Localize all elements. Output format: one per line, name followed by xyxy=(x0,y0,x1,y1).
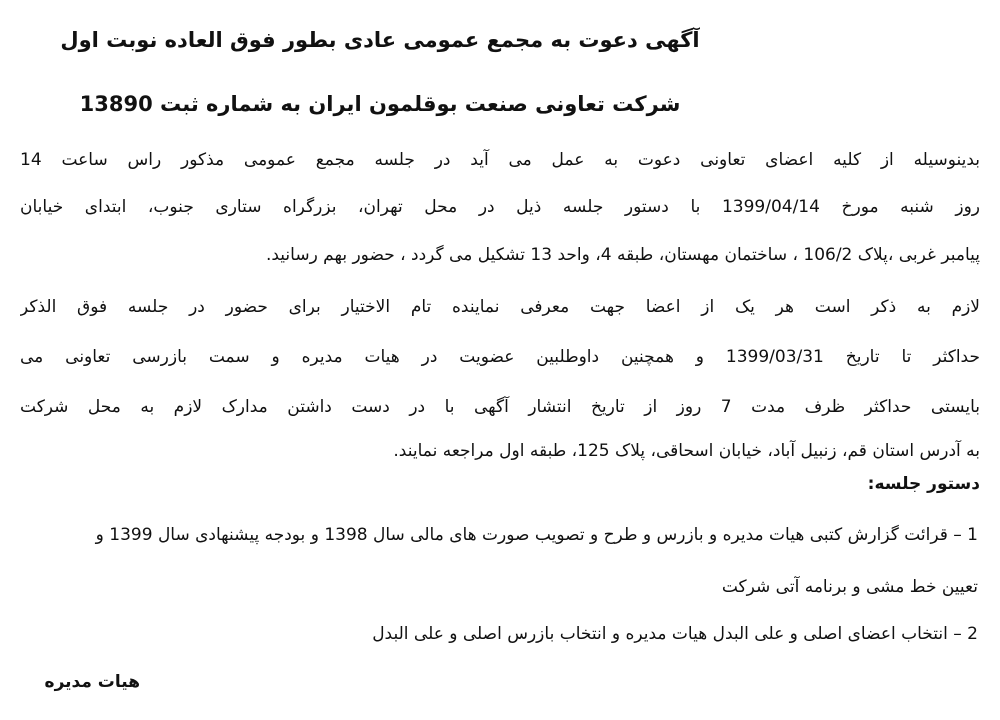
agenda-heading: دستور جلسه: xyxy=(867,474,980,494)
body-line-2: روز شنبه مورخ 1399/04/14 با دستور جلسه ذیل در محل تهران، بزرگراه ستاری جنوب، ابتدای خیابان xyxy=(20,197,980,217)
body-line-1: بدینوسیله از کلیه اعضای تعاونی دعوت به عمل می آید در جلسه مجمع عمومی مذکور راس ساعت 14 xyxy=(20,150,980,170)
board-signature: هیات مدیره xyxy=(44,672,140,692)
company-title: شرکت تعاونی صنعت بوقلمون ایران به شماره ثبت 13890 xyxy=(79,92,681,116)
body-line-7: به آدرس استان قم، زنبیل آباد، خیابان اسحاقی، پلاک 125، طبقه اول مراجعه نمایند. xyxy=(393,441,980,461)
body-line-5: حداکثر تا تاریخ 1399/03/31 و همچنین داوطلبین عضویت در هیات مدیره و سمت بازرسی تعاونی می xyxy=(20,347,980,367)
body-line-4: لازم به ذکر است هر یک از اعضا جهت معرفی نماینده تام الاختیار برای حضور در جلسه فوق الذکر xyxy=(20,297,980,317)
body-line-3: پیامبر غربی ،پلاک 106/2 ، ساختمان مهستان، طبقه 4، واحد 13 تشکیل می گردد ، حضور بهم رسانید. xyxy=(265,245,980,265)
body-line-6: بایستی حداکثر ظرف مدت 7 روز از تاریخ انتشار آگهی با در دست داشتن مدارک لازم به محل شرکت xyxy=(20,397,980,417)
announcement-title: آگهی دعوت به مجمع عمومی عادی بطور فوق العاده نوبت اول xyxy=(60,28,700,52)
agenda-item-1: 1 – قرائت گزارش کتبی هیات مدیره و بازرس و طرح و تصویب صورت های مالی سال 1398 و بودجه پیشنهادی سال 1399 و xyxy=(95,525,978,545)
agenda-item-2: 2 – انتخاب اعضای اصلی و علی البدل هیات مدیره و انتخاب بازرس اصلی و علی البدل xyxy=(372,624,978,644)
agenda-item-1-continued: تعیین خط مشی و برنامه آتی شرکت xyxy=(721,577,978,597)
